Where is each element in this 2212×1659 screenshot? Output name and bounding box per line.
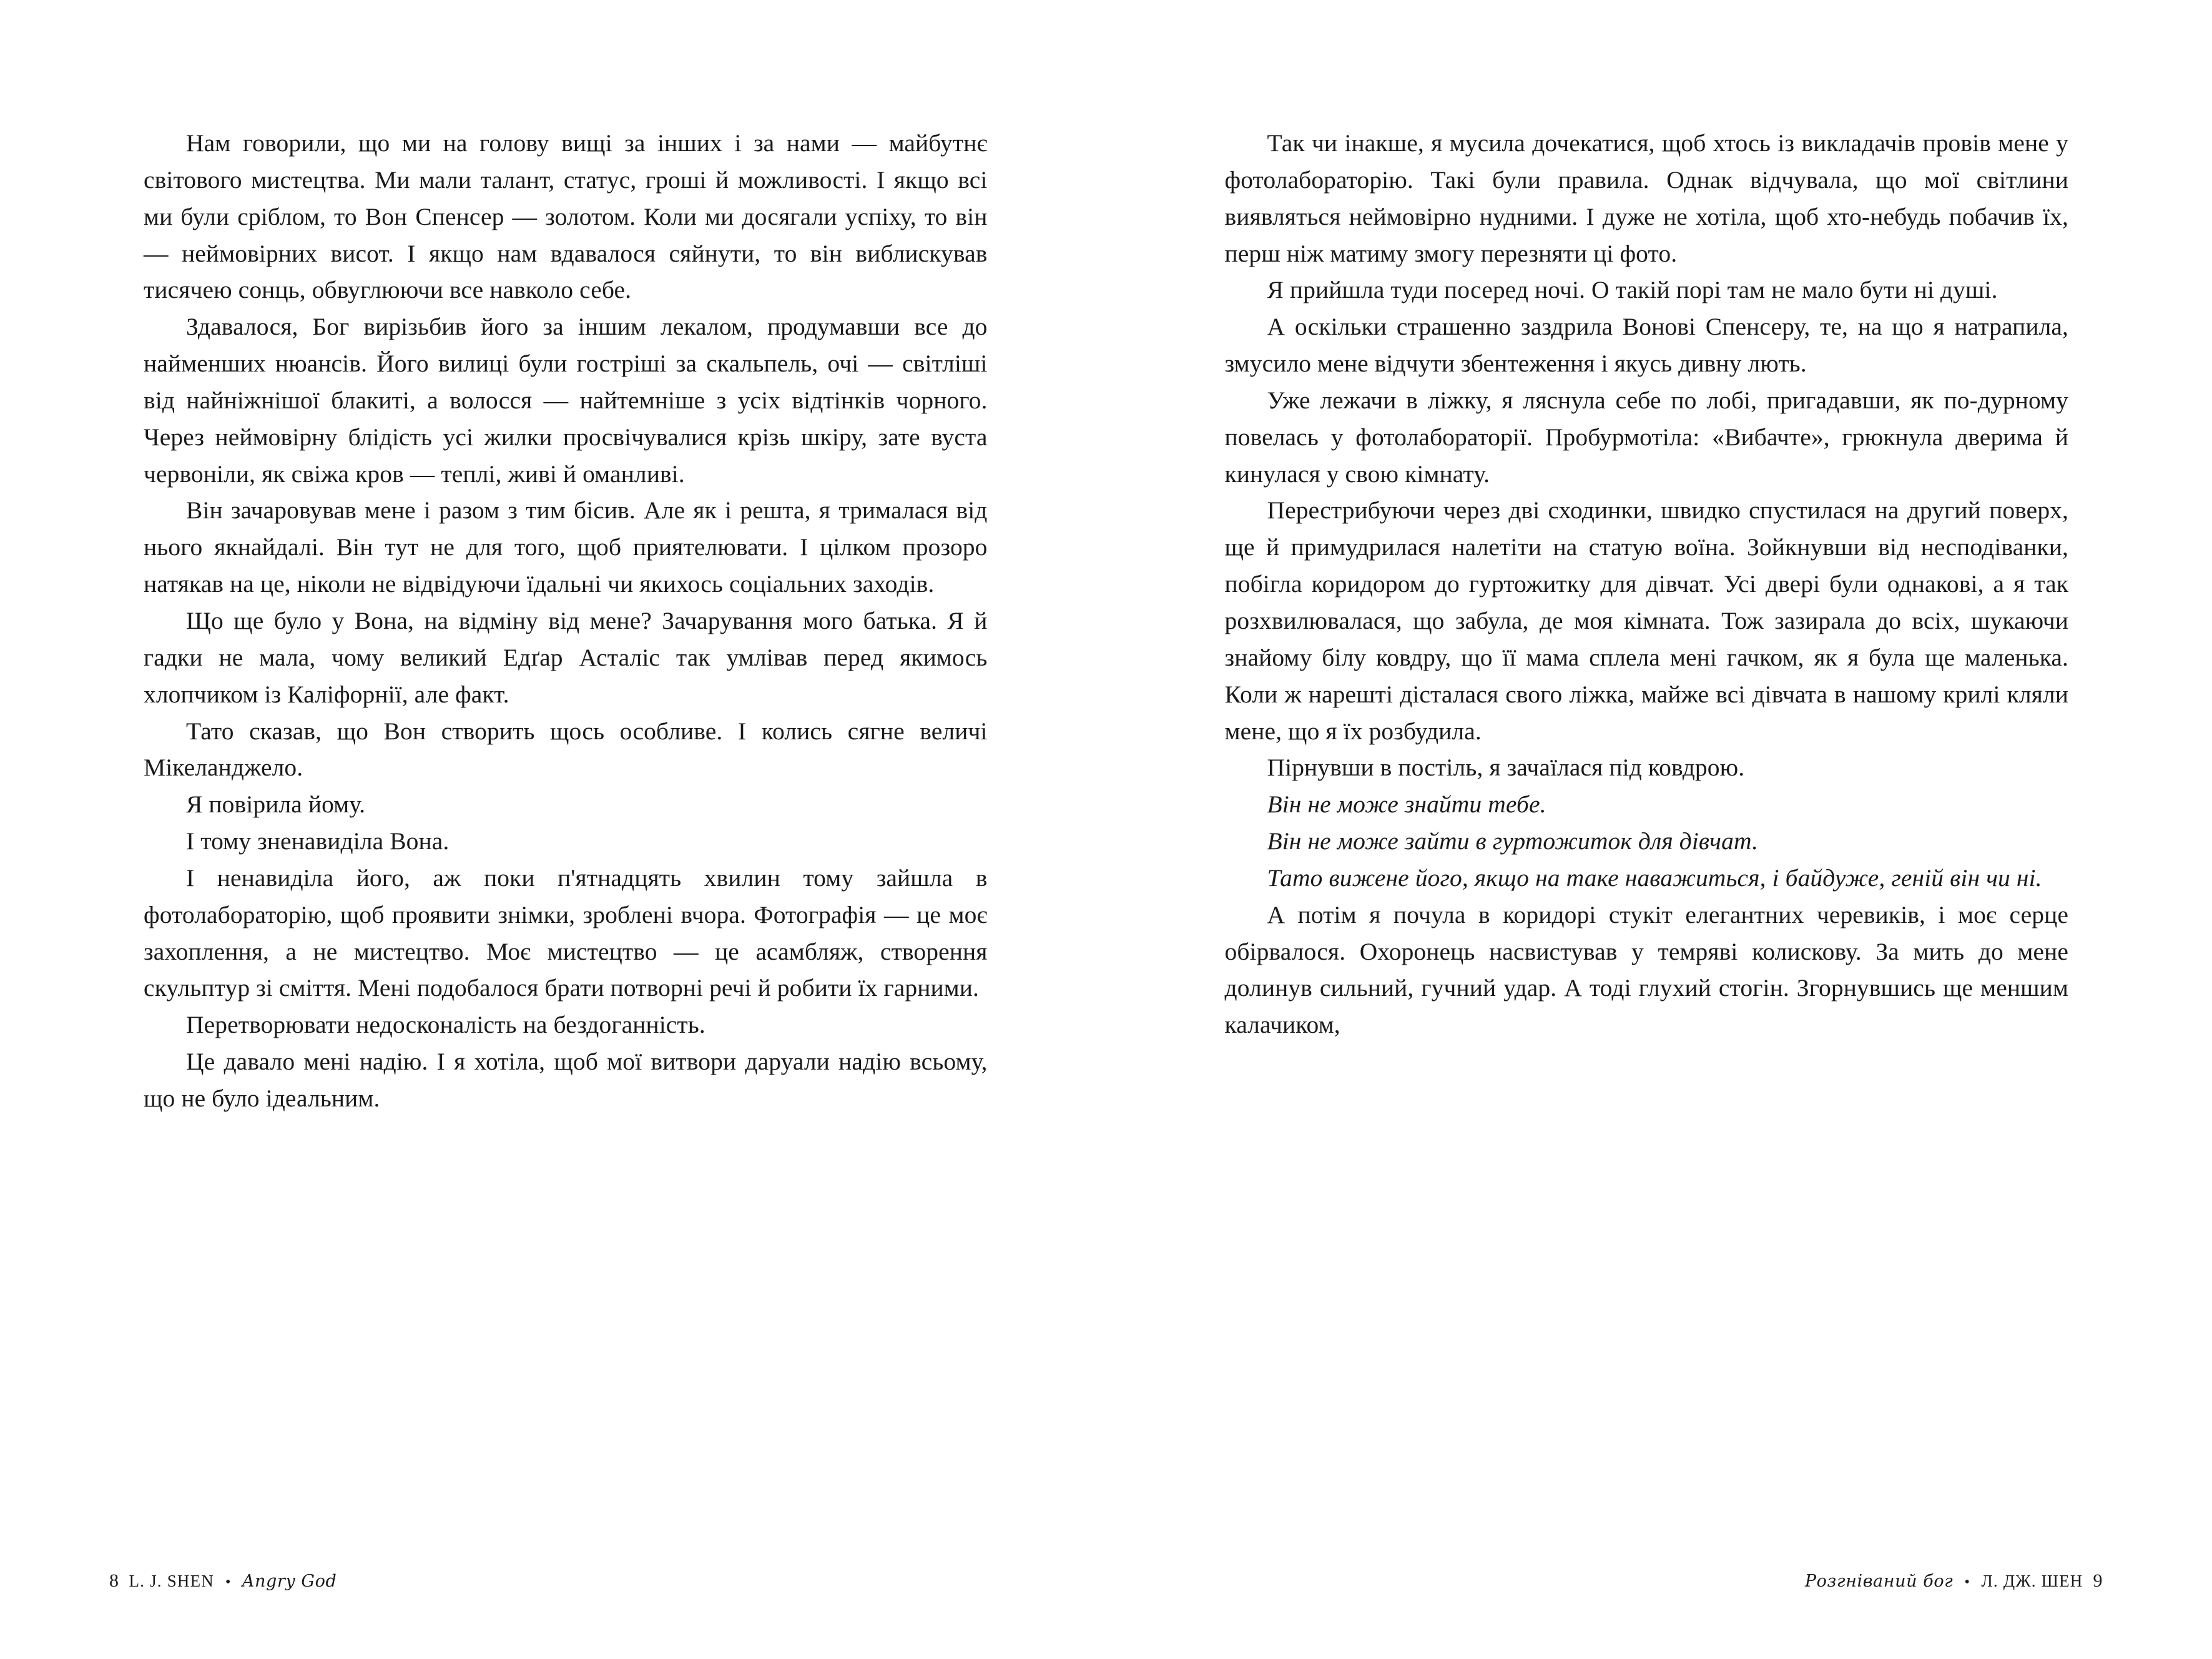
paragraph: Я прийшла туди посеред ночі. О такій порі там не мало бути ні душі. (1267, 276, 1998, 304)
running-head-author: Л. ДЖ. ШЕН (1981, 1572, 2083, 1590)
paragraph: Нам говорили, що ми на голову вищі за інших і за нами — майбутнє світового мистецтва. Ми мали талант, статус, гроші й можливості. І якщо всі ми були сріблом, то Вон Спенсер — золотом. Коли ми досягали успіху, то він — неймовірних висот. І якщо нам вдавалося сяйнути, то він виблискував тисячею сонць, обвуглюючи все навколо себе. (144, 129, 988, 304)
page-number: 8 (109, 1570, 119, 1591)
page-gutter (1106, 0, 1107, 1659)
paragraph: Він зачаровував мене і разом з тим бісив. Але як і решта, я трималася від нього якнайдалі. Він тут не для того, щоб приятелювати. І цілком прозоро натякав на це, ніколи не відвідуючи їдальні чи якихось соціальних заходів. (144, 496, 988, 598)
paragraph: Він не може знайти тебе. (1267, 790, 1546, 819)
paragraph: Перетворювати недосконалість на бездоганність. (186, 1011, 705, 1039)
footer-separator: • (225, 1574, 231, 1590)
right-page-textblock (1225, 125, 2069, 1043)
paragraph: Так чи інакше, я мусила дочекатися, щоб хтось із викладачів провів мене у фотолабораторію. Такі були правила. Однак відчувала, що мої світлини виявляться неймовірно нудними. І дуже не хотіла, щоб хто-небудь побачив їх, перш ніж матиму змогу перезняти ці фото. (1224, 129, 2068, 267)
paragraph: І ненавиділа його, аж поки п'ятнадцять хвилин тому зайшла в фотолабораторію, щоб проявити знімки, зроблені вчора. Фотографія — це моє захоплення, а не мистецтво. Моє мистецтво — це асамбляж, створення скульптур зі сміття. Мені подобалося брати потворні речі й робити їх гарними. (144, 864, 988, 1002)
paragraph: Пірнувши в постіль, я зачаїлася під ковдрою. (1267, 754, 1745, 782)
paragraph: Тато сказав, що Вон створить щось особливе. І колись сягне величі Мікеланджело. (144, 717, 988, 782)
paragraph: А потім я почула в коридорі стукіт елегантних черевиків, і моє серце обірвалося. Охоронець насвистував у темряві колискову. За мить до мене долинув сильний, гучний удар. А тоді глухий стогін. Згорнувшись ще меншим калачиком, (1224, 900, 2068, 1039)
paragraph: Перестрибуючи через дві сходинки, швидко спустилася на другий поверх, ще й примудрилася налетіти на статую воїна. Зойкнувши від несподіванки, побігла коридором до гуртожитку для дівчат. Усі двері були однакові, а я так розхвилювалася, що забула, де моя кімната. Тож зазирала до всіх, шукаючи знайому білу ковдру, що її мама сплела мені гачком, як я була ще маленька. Коли ж нарешті дісталася свого ліжка, майже всі дівчата в нашому крилі кляли мене, що я їх розбудила. (1224, 496, 2068, 745)
paragraph: Що ще було у Вона, на відміну від мене? Зачарування мого батька. Я й гадки не мала, чому великий Едґар Асталіс так умлівав перед якимось хлопчиком із Каліфорнії, але факт. (144, 606, 988, 708)
paragraph: Він не може зайти в гуртожиток для дівчат. (1267, 827, 1759, 855)
footer-separator: • (1964, 1574, 1970, 1590)
paragraph: Тато вижене його, якщо на таке наважиться, і байдуже, геній він чи ні. (1267, 864, 2042, 892)
page-number: 9 (2093, 1570, 2103, 1591)
paragraph: Я повірила йому. (186, 790, 366, 819)
right-page-footer (1805, 1570, 2103, 1592)
left-page-footer (109, 1570, 337, 1592)
running-head-title: Angry God (242, 1572, 337, 1591)
paragraph: І тому зненавиділа Вона. (186, 827, 450, 855)
paragraph: Уже лежачи в ліжку, я ляснула себе по лобі, пригадавши, як по-дурному повелась у фотолабораторії. Пробурмотіла: «Вибачте», грюкнула дверима й кинулася у свою кімнату. (1224, 386, 2068, 488)
paragraph: Здавалося, Бог вирізьбив його за іншим лекалом, продумавши все до найменших нюансів. Його вилиці були гостріші за скальпель, очі — світліші від найніжнішої блакиті, а волосся — найтемніше з усіх відтінків чорного. Через неймовірну блідість усі жилки просвічувалися крізь шкіру, зате вуста червоніли, як свіжа кров — теплі, живі й оманливі. (144, 313, 988, 488)
paragraph: А оскільки страшенно заздрила Вонові Спенсеру, те, на що я натрапила, змусило мене відчути збентеження і якусь дивну лють. (1224, 313, 2068, 378)
running-head-title: Розгніваний бог (1804, 1572, 1954, 1591)
right-page (1106, 0, 2212, 1659)
left-page-textblock (144, 125, 988, 1117)
paragraph: Це давало мені надію. І я хотіла, щоб мої витвори даруали надію всьому, що не було ідеальним. (144, 1048, 988, 1112)
running-head-author: L. J. SHEN (129, 1572, 215, 1590)
